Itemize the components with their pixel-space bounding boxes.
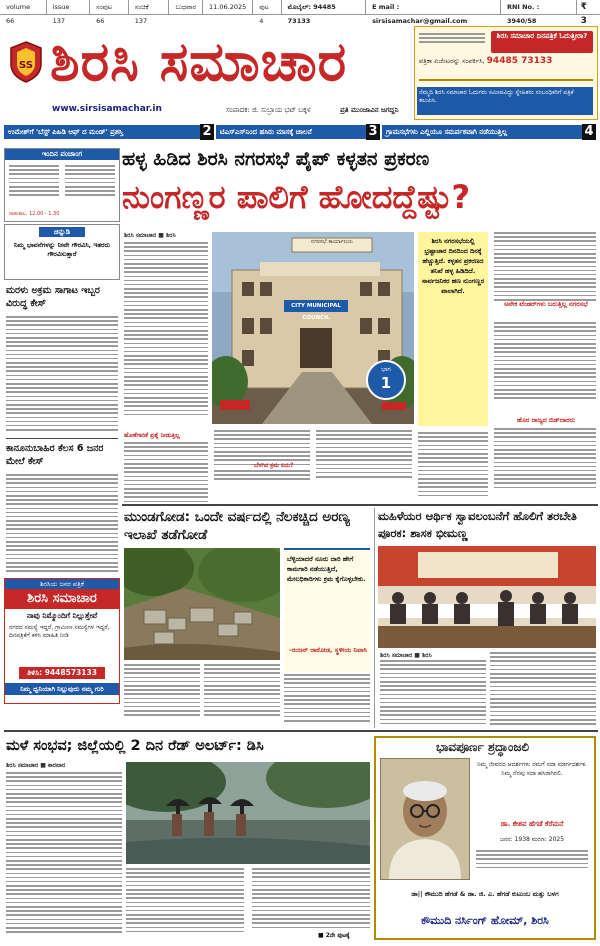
part-number: 1 [380,374,392,392]
highlight-text: ಶಿರಸಿ ನಗರಸಭೆಯಲ್ಲಿ ಭ್ರಷ್ಟಾಚಾರ ದಿನದಿಂದ ದಿನಕ್ಕೆ ಹೆಚ್ಚುತ್ತಿದೆ. ಕಳ್ಳತನ ಪ್ರಕರಣದ ತನಿಖೆ ಹಳ್ಳ ಹಿಡಿದಿದೆ. ಸಾರ್ವಜನಿಕರ ಹಣ ನುಂಗಣ್ಣರ ಪಾಲಾಗಿದೆ. [421,237,485,295]
lead-subhead-2: ಬೆಳಗಿನ ಕ್ರಮ ಏನು? [254,462,294,469]
info-day: ಬುಧವಾರ [169,0,203,14]
continued-marker: ■ 2ನೇ ಪುಟಕ್ಕೆ [318,932,350,939]
ticker-num-3: 4 [582,124,596,140]
promo-title: ಶಿರಸಿ ಸಮಾಚಾರ [5,589,119,609]
ad-headline: ಶಿರಸಿ ಸಮಾಚಾರ ದಿನಪತ್ರಿಕೆ ಓದುತ್ತೀರಾ? [491,31,593,53]
tribute-family: ಡಾ|| ಕೌಮುದಿ ಹೆಗಡೆ & ಡಾ. ಜಿ. ಎ. ಹೆಗಡೆ ಕುಟುಂಬ ಮತ್ತು ಬಳಗ [411,890,559,898]
info-date: 11.06.2025 [203,0,253,14]
promo-footer: ನಿಮ್ಮ ಧ್ವನಿಯಾಗಿ ನಿಲ್ಲುವುದು ನಮ್ಮ ಗುರಿ [5,683,119,695]
tribute-portrait [380,758,470,880]
tribute-title: ಭಾವಪೂರ್ಣ ಶ್ರದ್ಧಾಂಜಲಿ [436,740,530,754]
ticker-num-1: 2 [200,124,214,140]
sidebar-story-1-headline: ಮರಳು ಅಕ್ರಮ ಸಾಗಾಟ ಇಬ್ಬರ ವಿರುದ್ಧ ಕೇಸ್ [6,285,100,309]
women-headline: ಮಹಿಳೆಯರ ಆರ್ಥಿಕ ಸ್ವಾವಲಂಬನೆಗೆ ಹೊಲಿಗೆ ತರಬೇತಿ ಪೂರಕ: ಶಾಸಕ ಭೀಮಣ್ಣ [378,509,577,540]
women-training-photo [378,546,596,648]
promo-body: ನಗರದ ಸಮಸ್ಯೆ ಇದ್ದರೆ, ಗ್ರಾಮೀಣ ಸಮಸ್ಯೆಗಳ ಇದ್ದರೆ, ದಿನಪತ್ರಿಕೆಗೆ ಕಳಿಸಿ ಮಾಹಿತಿ ನೀಡಿ [9,624,110,639]
lead-highlight-box [418,232,488,426]
ticker-num-2: 3 [366,124,380,140]
rain-byline: ಶಿರಸಿ ಸಮಾಚಾರ ■ ಕಾರವಾರ [6,762,66,769]
building-sign: CITY MUNICIPAL COUNCIL [291,303,341,321]
chinnudi-text: ನಿಮ್ಮ ಭಾವನೆಗಳನ್ನು ನೀವೇ ಗೌರವಿಸಿ, ಇತರರು ಗೌರವಿಸುತ್ತಾರೆ [13,241,110,258]
municipal-building-photo [212,232,414,424]
lead-subhead-1: ಹೊಣೆಗಾರಿಕೆ ಪ್ರಶ್ನೆ ನೀಡುತ್ತಿಲ್ಲ [124,432,180,439]
info-sanchike: ಸಂಚಿಕೆ 137 [129,0,170,14]
ticker-text-3: ಗ್ರಾಮಸಭೆಗಳು ಎಲ್ಲಿಯೂ ಸಮರ್ಪಕವಾಗಿ ನಡೆಯುತ್ತಿಲ್ಲ [386,128,508,136]
chinnudi-box [4,224,120,280]
sidebar-story-2-headline: ಕಾನೂನುಬಾಹಿರ ಕೆಲಸ 6 ಜನರ ಮೇಲೆ ಕೇಸ್ [6,443,104,467]
lead-side-head-1: ಅನೇಕ ಟೆಂಡರ್‌ಗಳು ಬರುತ್ತಿಲ್ಲ ನಗರಸಭೆ [504,300,588,308]
tribute-dates: ಜನನ: 1938 ಮರಣ: 2025 [499,836,565,843]
forest-quote-author: -ರಂಜನ್ ರಾಠೋಡ, ಸ್ಥಳೀಯ ನಿವಾಸಿ [289,646,367,654]
rain-headline: ಮಳೆ ಸಂಭವ; ಜಿಲ್ಲೆಯಲ್ಲಿ 2 ದಿನ ರೆಡ್ ಅಲರ್ಟ್: ಡಿಸಿ [6,738,264,754]
ad-note: ನೆಮ್ಮದಿ ಶಿರಸಿ ಸಮಾಚಾರ ಓದುಗರು ಸಮೀಪವಿದ್ದು ಸ್ನೇಹಿತರು ಸಂಬಂಧಿಕರಿಗೆ ಪತ್ರಿಕೆ ತಲುಪಿಸಿ. [417,87,593,115]
info-samputa: ಸಂಪುಟ 66 [90,0,129,14]
masthead-website[interactable]: www.sirsisamachar.in [52,104,162,114]
panchanga-box [4,148,120,222]
lead-headline: ನುಂಗಣ್ಣರ ಪಾಲಿಗೆ ಹೋದದ್ದೆಷ್ಟು? [122,178,471,216]
lead-kicker: ಹಳ್ಳ ಹಿಡಿದ ಶಿರಸಿ ನಗರಸಭೆ ಪೈಪ್ ಕಳ್ಳತನ ಪ್ರಕರಣ [122,148,430,170]
info-email: E mail : sirsisamachar@gmail.com [366,0,501,14]
chinnudi-title: ಚಿನ್ನುಡಿ [39,227,85,237]
ticker-item-2[interactable] [216,125,370,139]
promo-line: ನಾವು ನಿಮ್ಮೊಂದಿಗೆ ನಿಲ್ಲುತ್ತೇವೆ [26,611,98,620]
logo-emblem [6,40,46,84]
info-mobile: ಮೊಬೈಲ್: 94485 73133 [282,0,366,14]
forest-quote: ಬೆಳ್ಳಿಯಾದರೆ ನೂರು ದಾರಿ ಹೇಗೆ ಕಾಮಗಾರಿ ನಡೆಯುತ್ತಿದೆ, ಮೇಲಧಿಕಾರಿಗಳು ಕ್ರಮ ಕೈಗೊಳ್ಳಬೇಕು. [287,555,366,583]
forest-quote-box [284,548,370,672]
tribute-text: ನಿಮ್ಮ ಜೀವನದ ಆದರ್ಶಗಳು ನಮಗೆ ಸದಾ ಮಾರ್ಗದರ್ಶಕ. ನಿಮ್ಮ ನೆನಪು ಸದಾ ಹಸಿರಾಗಿರಲಿ. [477,761,587,777]
ticker-item-3[interactable] [382,125,584,139]
info-volume: volume 66 [0,0,47,14]
info-pages: ಪುಟ 4 [253,0,281,14]
promo-tag: ಶಿರಸಿಯ ಜನರ ಪತ್ರಿಕೆ [5,579,119,589]
ad-body: ಪತ್ರಿಕಾ ಏಜೆಂಟರನ್ನು ಸಂಪರ್ಕಿಸಿ, 94485 73133 [419,56,553,66]
ticker-item-1[interactable] [4,125,204,139]
promo-box [4,578,120,704]
ticker-text-2: ಟಿಎಸ್‌ಎಸ್‌ನಿಂದ ಹಸಿರು ಮಾಸಕ್ಕೆ ಚಾಲನೆ [220,128,312,136]
tribute-name: ಡಾ. ಕೇಶವ ಹೆಗಡೆ ಕೆರೆಮನೆ [500,820,564,828]
women-byline: ಶಿರಸಿ ಸಮಾಚಾರ ■ ಶಿರಸಿ [380,652,432,659]
part-label: ಭಾಗ [381,366,391,373]
masthead-title: ಶಿರಸಿ ಸಮಾಚಾರ [50,30,348,93]
tribute-ad [374,736,596,940]
masthead-tagline: ಪ್ರತಿ ಮುಂಜಾವಿನ ಜಗದ್ದನಿ [340,106,399,114]
part-badge [366,360,406,400]
subscription-ad [414,26,598,120]
building-sign-kn: ನಗರಸಭೆ ಕಾರ್ಯಾಲಯ [310,239,354,245]
forest-wall-photo [124,548,280,660]
svg-text:SS: SS [19,60,33,71]
masthead-info-bar [0,0,600,26]
rain-photo [126,762,370,864]
tribute-footer: ಕೌಮುದಿ ನರ್ಸಿಂಗ್ ಹೋಮ್, ಶಿರಸಿ [421,914,549,927]
panchanga-rahu: ರಾಹುಕಾಲ: 12.00 - 1.30 [9,211,60,217]
panchanga-title: ಇಂದಿನ ಪಂಚಾಂಗ [5,149,119,160]
info-issue: issue 137 [47,0,90,14]
lead-byline: ಶಿರಸಿ ಸಮಾಚಾರ ■ ಶಿರಸಿ [124,232,176,239]
ad-phone: 94485 73133 [486,56,553,66]
info-rni: RNI No. : 3940/58 [501,0,577,14]
ticker-text-1: ಉಮೇಶ್‌ಗೆ 'ಬೆಸ್ಟ್ ಪಿಹಿಡಿ ಆಫ್ ದ ಮಂಡ್' ಪ್ರಶಸ್ತಿ [8,128,124,136]
lead-side-head-2: ಹೊರ ರಾಜ್ಯದ ಬಿಡ್‌ದಾರರು [516,416,576,424]
info-price: ₹ 3 [580,2,587,26]
forest-headline: ಮುಂಡಗೋಡ: ಒಂದೇ ವರ್ಷದಲ್ಲಿ ನೆಲಕಚ್ಚಿದ ಅರಣ್ಯ ಇಲಾಖೆ ತಡೆಗೋಡೆ [124,509,350,543]
masthead-editor: ಸಂಪಾದಕ: ಜಿ. ಸುಬ್ರಾಯ ಭಟ್ ಬಕ್ಕಳ [226,106,311,114]
promo-phone[interactable]: ತಿಳಿಸಿ: 9448573133 [19,667,105,679]
ticker-bar [0,123,600,141]
